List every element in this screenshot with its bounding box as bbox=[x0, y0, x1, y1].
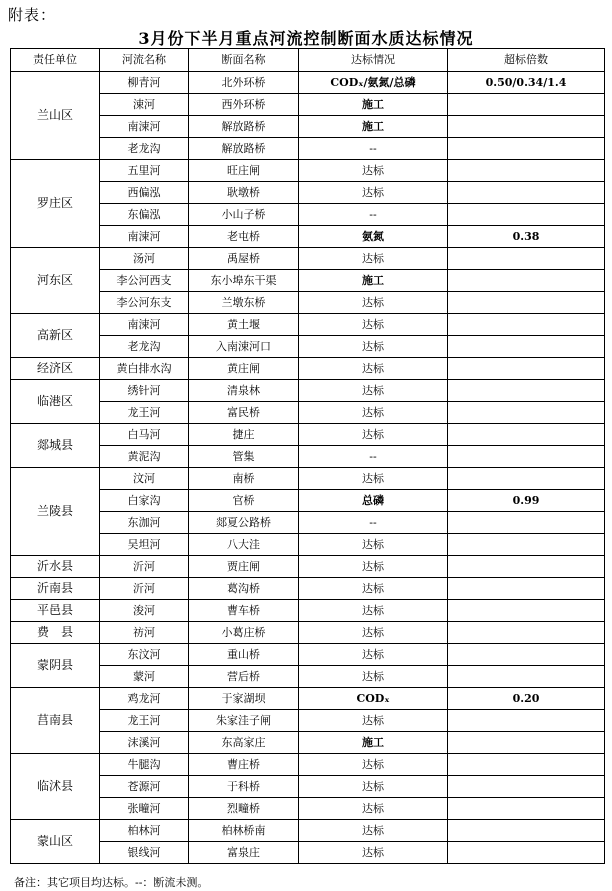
river-cell: 沂河 bbox=[100, 556, 189, 578]
exceed-cell: 0.20 bbox=[448, 688, 605, 710]
district-cell: 河东区 bbox=[11, 248, 100, 314]
section-cell: 旺庄闸 bbox=[189, 160, 299, 182]
river-cell: 老龙沟 bbox=[100, 336, 189, 358]
status-cell: 达标 bbox=[299, 336, 448, 358]
river-cell: 东偏泓 bbox=[100, 204, 189, 226]
status-cell: CODₓ bbox=[299, 688, 448, 710]
exceed-cell bbox=[448, 776, 605, 798]
status-cell: 达标 bbox=[299, 468, 448, 490]
district-cell: 郯城县 bbox=[11, 424, 100, 468]
table-header-row bbox=[11, 49, 605, 72]
table-row bbox=[11, 424, 605, 446]
river-cell: 东汶河 bbox=[100, 644, 189, 666]
table-row bbox=[11, 512, 605, 534]
table-row bbox=[11, 204, 605, 226]
river-cell: 李公河东支 bbox=[100, 292, 189, 314]
section-cell: 黄土堰 bbox=[189, 314, 299, 336]
exceed-cell bbox=[448, 644, 605, 666]
section-cell: 烈疃桥 bbox=[189, 798, 299, 820]
table-row bbox=[11, 600, 605, 622]
table-row bbox=[11, 468, 605, 490]
table-row bbox=[11, 622, 605, 644]
section-cell: 曹庄桥 bbox=[189, 754, 299, 776]
table-row bbox=[11, 556, 605, 578]
status-cell: 达标 bbox=[299, 248, 448, 270]
exceed-cell bbox=[448, 182, 605, 204]
river-cell: 黄白排水沟 bbox=[100, 358, 189, 380]
status-cell: 达标 bbox=[299, 534, 448, 556]
district-cell: 兰陵县 bbox=[11, 468, 100, 556]
exceed-cell: 0.99 bbox=[448, 490, 605, 512]
river-cell: 汤河 bbox=[100, 248, 189, 270]
district-cell: 经济区 bbox=[11, 358, 100, 380]
exceed-cell bbox=[448, 622, 605, 644]
table-row bbox=[11, 270, 605, 292]
table-row bbox=[11, 446, 605, 468]
district-cell: 罗庄区 bbox=[11, 160, 100, 248]
table-row bbox=[11, 534, 605, 556]
status-cell: 达标 bbox=[299, 644, 448, 666]
table-row bbox=[11, 644, 605, 666]
river-cell: 鸡龙河 bbox=[100, 688, 189, 710]
exceed-cell bbox=[448, 798, 605, 820]
status-cell: 达标 bbox=[299, 754, 448, 776]
table-row bbox=[11, 182, 605, 204]
exceed-cell: 0.38 bbox=[448, 226, 605, 248]
exceed-cell bbox=[448, 204, 605, 226]
district-cell: 蒙山区 bbox=[11, 820, 100, 864]
status-cell: 达标 bbox=[299, 710, 448, 732]
exceed-cell bbox=[448, 116, 605, 138]
river-cell: 黄泥沟 bbox=[100, 446, 189, 468]
header-responsible-unit: 责任单位 bbox=[11, 49, 100, 72]
status-cell: 达标 bbox=[299, 402, 448, 424]
river-cell: 南涑河 bbox=[100, 116, 189, 138]
status-cell: 达标 bbox=[299, 424, 448, 446]
exceed-cell bbox=[448, 820, 605, 842]
status-cell: 达标 bbox=[299, 820, 448, 842]
river-cell: 柏林河 bbox=[100, 820, 189, 842]
district-cell: 高新区 bbox=[11, 314, 100, 358]
section-cell: 曹车桥 bbox=[189, 600, 299, 622]
status-cell: -- bbox=[299, 512, 448, 534]
status-cell: -- bbox=[299, 204, 448, 226]
section-cell: 解放路桥 bbox=[189, 138, 299, 160]
section-cell: 于科桥 bbox=[189, 776, 299, 798]
status-cell: 达标 bbox=[299, 666, 448, 688]
river-cell: 吴坦河 bbox=[100, 534, 189, 556]
exceed-cell bbox=[448, 666, 605, 688]
section-cell: 东小埠东干渠 bbox=[189, 270, 299, 292]
district-cell: 沂水县 bbox=[11, 556, 100, 578]
table-row bbox=[11, 490, 605, 512]
section-cell: 东高家庄 bbox=[189, 732, 299, 754]
exceed-cell bbox=[448, 512, 605, 534]
status-cell: 达标 bbox=[299, 776, 448, 798]
status-cell: 达标 bbox=[299, 292, 448, 314]
table-row bbox=[11, 820, 605, 842]
attachment-label: 附表： bbox=[8, 6, 57, 24]
section-cell: 富泉庄 bbox=[189, 842, 299, 864]
section-cell: 解放路桥 bbox=[189, 116, 299, 138]
table-row bbox=[11, 732, 605, 754]
status-cell: -- bbox=[299, 138, 448, 160]
section-cell: 耿墩桥 bbox=[189, 182, 299, 204]
table-row bbox=[11, 226, 605, 248]
river-cell: 南涑河 bbox=[100, 314, 189, 336]
table-row bbox=[11, 754, 605, 776]
section-cell: 柏林桥南 bbox=[189, 820, 299, 842]
water-quality-table bbox=[10, 48, 605, 864]
exceed-cell bbox=[448, 842, 605, 864]
table-row bbox=[11, 776, 605, 798]
status-cell: 达标 bbox=[299, 160, 448, 182]
header-compliance-status: 达标情况 bbox=[299, 49, 448, 72]
header-exceed-multiple: 超标倍数 bbox=[448, 49, 605, 72]
river-cell: 李公河西支 bbox=[100, 270, 189, 292]
exceed-cell bbox=[448, 248, 605, 270]
exceed-cell bbox=[448, 292, 605, 314]
table-row bbox=[11, 666, 605, 688]
section-cell: 老屯桥 bbox=[189, 226, 299, 248]
table-row bbox=[11, 358, 605, 380]
section-cell: 官桥 bbox=[189, 490, 299, 512]
river-cell: 汶河 bbox=[100, 468, 189, 490]
exceed-cell bbox=[448, 380, 605, 402]
status-cell: 达标 bbox=[299, 798, 448, 820]
section-cell: 西外环桥 bbox=[189, 94, 299, 116]
section-cell: 贾庄闸 bbox=[189, 556, 299, 578]
district-cell: 费 县 bbox=[11, 622, 100, 644]
exceed-cell bbox=[448, 534, 605, 556]
status-cell: 达标 bbox=[299, 380, 448, 402]
section-cell: 捷庄 bbox=[189, 424, 299, 446]
table-row bbox=[11, 138, 605, 160]
river-cell: 南涑河 bbox=[100, 226, 189, 248]
river-cell: 龙王河 bbox=[100, 710, 189, 732]
section-cell: 北外环桥 bbox=[189, 72, 299, 94]
status-cell: 达标 bbox=[299, 578, 448, 600]
header-river-name: 河流名称 bbox=[100, 49, 189, 72]
exceed-cell bbox=[448, 94, 605, 116]
exceed-cell: 0.50/0.34/1.4 bbox=[448, 72, 605, 94]
river-cell: 祊河 bbox=[100, 622, 189, 644]
exceed-cell bbox=[448, 138, 605, 160]
status-cell: 达标 bbox=[299, 182, 448, 204]
status-cell: 达标 bbox=[299, 556, 448, 578]
river-cell: 白马河 bbox=[100, 424, 189, 446]
section-cell: 富民桥 bbox=[189, 402, 299, 424]
table-row bbox=[11, 314, 605, 336]
district-cell: 平邑县 bbox=[11, 600, 100, 622]
exceed-cell bbox=[448, 160, 605, 182]
river-cell: 柳青河 bbox=[100, 72, 189, 94]
table-body bbox=[11, 72, 605, 864]
status-cell: 总磷 bbox=[299, 490, 448, 512]
district-cell: 兰山区 bbox=[11, 72, 100, 160]
exceed-cell bbox=[448, 556, 605, 578]
river-cell: 沫溪河 bbox=[100, 732, 189, 754]
status-cell: 施工 bbox=[299, 732, 448, 754]
river-cell: 西偏泓 bbox=[100, 182, 189, 204]
river-cell: 苍源河 bbox=[100, 776, 189, 798]
table-row bbox=[11, 688, 605, 710]
section-cell: 营后桥 bbox=[189, 666, 299, 688]
section-cell: 八大洼 bbox=[189, 534, 299, 556]
river-cell: 沂河 bbox=[100, 578, 189, 600]
table-row bbox=[11, 116, 605, 138]
river-cell: 绣针河 bbox=[100, 380, 189, 402]
table-row bbox=[11, 292, 605, 314]
footnote: 备注：其它项目均达标。--：断流未测。 bbox=[14, 876, 209, 889]
exceed-cell bbox=[448, 336, 605, 358]
river-cell: 白家沟 bbox=[100, 490, 189, 512]
exceed-cell bbox=[448, 600, 605, 622]
river-cell: 东泇河 bbox=[100, 512, 189, 534]
district-cell: 临沭县 bbox=[11, 754, 100, 820]
section-cell: 重山桥 bbox=[189, 644, 299, 666]
exceed-cell bbox=[448, 358, 605, 380]
section-cell: 朱家洼子闸 bbox=[189, 710, 299, 732]
status-cell: 施工 bbox=[299, 94, 448, 116]
status-cell: 施工 bbox=[299, 116, 448, 138]
table-row bbox=[11, 336, 605, 358]
status-cell: 达标 bbox=[299, 600, 448, 622]
table-row bbox=[11, 402, 605, 424]
section-cell: 兰墩东桥 bbox=[189, 292, 299, 314]
section-cell: 于家湖坝 bbox=[189, 688, 299, 710]
district-cell: 临港区 bbox=[11, 380, 100, 424]
exceed-cell bbox=[448, 754, 605, 776]
district-cell: 沂南县 bbox=[11, 578, 100, 600]
exceed-cell bbox=[448, 446, 605, 468]
exceed-cell bbox=[448, 270, 605, 292]
exceed-cell bbox=[448, 710, 605, 732]
table-row bbox=[11, 94, 605, 116]
section-cell: 南桥 bbox=[189, 468, 299, 490]
exceed-cell bbox=[448, 468, 605, 490]
river-cell: 涑河 bbox=[100, 94, 189, 116]
exceed-cell bbox=[448, 578, 605, 600]
section-cell: 黄庄闸 bbox=[189, 358, 299, 380]
district-cell: 莒南县 bbox=[11, 688, 100, 754]
exceed-cell bbox=[448, 732, 605, 754]
river-cell: 老龙沟 bbox=[100, 138, 189, 160]
status-cell: 施工 bbox=[299, 270, 448, 292]
section-cell: 禹屋桥 bbox=[189, 248, 299, 270]
status-cell: 达标 bbox=[299, 314, 448, 336]
river-cell: 张疃河 bbox=[100, 798, 189, 820]
river-cell: 浚河 bbox=[100, 600, 189, 622]
river-cell: 蒙河 bbox=[100, 666, 189, 688]
section-cell: 小葛庄桥 bbox=[189, 622, 299, 644]
section-cell: 入南涑河口 bbox=[189, 336, 299, 358]
page-title: 3月份下半月重点河流控制断面水质达标情况 bbox=[138, 29, 474, 48]
status-cell: 达标 bbox=[299, 622, 448, 644]
district-cell: 蒙阴县 bbox=[11, 644, 100, 688]
status-cell: 达标 bbox=[299, 358, 448, 380]
table-row bbox=[11, 798, 605, 820]
exceed-cell bbox=[448, 402, 605, 424]
section-cell: 郯夏公路桥 bbox=[189, 512, 299, 534]
river-cell: 银线河 bbox=[100, 842, 189, 864]
status-cell: 氨氮 bbox=[299, 226, 448, 248]
header-section-name: 断面名称 bbox=[189, 49, 299, 72]
river-cell: 牛腿沟 bbox=[100, 754, 189, 776]
status-cell: -- bbox=[299, 446, 448, 468]
river-cell: 五里河 bbox=[100, 160, 189, 182]
table-row bbox=[11, 710, 605, 732]
section-cell: 管集 bbox=[189, 446, 299, 468]
exceed-cell bbox=[448, 424, 605, 446]
table-row bbox=[11, 248, 605, 270]
table-row bbox=[11, 160, 605, 182]
table-row bbox=[11, 72, 605, 94]
section-cell: 小山子桥 bbox=[189, 204, 299, 226]
table-row bbox=[11, 842, 605, 864]
river-cell: 龙王河 bbox=[100, 402, 189, 424]
status-cell: 达标 bbox=[299, 842, 448, 864]
table-row bbox=[11, 578, 605, 600]
table-row bbox=[11, 380, 605, 402]
exceed-cell bbox=[448, 314, 605, 336]
section-cell: 葛沟桥 bbox=[189, 578, 299, 600]
section-cell: 清泉林 bbox=[189, 380, 299, 402]
status-cell: CODₓ/氨氮/总磷 bbox=[299, 72, 448, 94]
